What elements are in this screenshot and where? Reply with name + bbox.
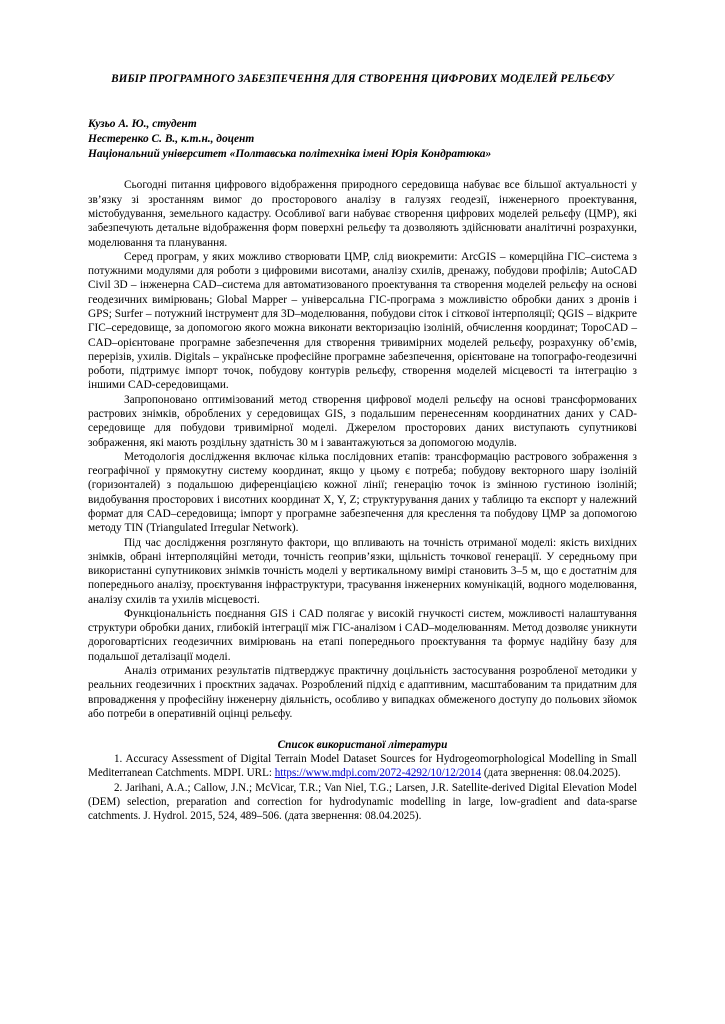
body-paragraph-2: Серед програм, у яких можливо створювати ЦМР, слід виокремити: ArcGIS – комерційна ГІС–система з потужними модулями для роботи з цифровими висотами, аналізу схилів, дренажу, побудови профілів; AutoCAD Civil 3D – інженерна CAD–система для автоматизованого проектування та створення моделей рельєфу на основі геодезичних вимірювань; Global Mapper – універсальна ГІС-програма з можливістю обробки даних з дронів і GPS; Surfer – потужний інструмент для 3D–моделювання, побудови сіток і сіткової інтерполяції; QGIS – відкрите ГІС–середовище, за допомогою якого можна виконати векторизацію ізоліній, обчислення координат; TopoCAD – CAD–орієнтоване програмне забезпечення для створення тривимірних моделей рельєфу, розрахунку об’ємів, перерізів, ухилів. Digitals – українське професійне програмне забезпечення, орієнтоване на топографо-геодезичні роботи, підтримує імпорт точок, побудову контурів рельєфу, створення моделей місцевості та інтеграцію з іншими CAD-середовищами. — [88, 250, 637, 392]
author-line-2: Нестеренко С. В., к.т.н., доцент — [88, 133, 255, 146]
references-heading: Список використаної літератури — [277, 739, 448, 752]
reference-1-text-after: (дата звернення: 08.04.2025). — [481, 767, 621, 780]
page-title: ВИБІР ПРОГРАМНОГО ЗАБЕЗПЕЧЕННЯ ДЛЯ СТВОРЕННЯ ЦИФРОВИХ МОДЕЛЕЙ РЕЛЬЄФУ — [111, 73, 614, 85]
body-paragraph-1: Сьогодні питання цифрового відображення природного середовища набуває все більшої актуальності у зв’язку зі зростанням вимог до просторового аналізу в галузях геодезії, інженерного проектування, містобудування, земельного кадастру. Особливої ваги набуває створення цифрових моделей рельєфу (ЦМР), які забезпечують детальне відображення форм поверхні рельєфу та дозволяють здійснювати аналітичні розрахунки, моделювання та планування. — [88, 179, 637, 249]
body-paragraph-3: Запропоновано оптимізований метод створення цифрової моделі рельєфу на основі трансформованих растрових знімків, оброблених у середовищах GIS, з подальшим перенесенням координатних даних у CAD-середовище для побудови тривимірної моделі. Джерелом просторових даних виступають супутникові зображення, які мають роздільну здатність 30 м і завантажуються за допомогою модулів. — [88, 393, 637, 449]
body-paragraph-7: Аналіз отриманих результатів підтверджує практичну доцільність застосування розробленої методики у реальних геодезичних і проєктних задачах. Розроблений підхід є адаптивним, масштабованим та придатним для впровадження у професійну інженерну діяльність, особливо у випадках обмеженого доступу до польових зйомок або потреби в оперативній оцінці рельєфу. — [88, 665, 637, 720]
body-paragraph-6: Функціональність поєднання GIS і CAD полягає у високій гнучкості систем, можливості налаштування структури обробки даних, глибокій інтеграції між ГІС-аналізом і CAD–моделюванням. Метод дозволяє уникнути дороговартісних геодезичних вимірювань на етапі попереднього проєктування та формує надійну базу для подальшої деталізації моделі. — [88, 607, 637, 663]
reference-1-url-link[interactable]: https://www.mdpi.com/2072-4292/10/12/2014 — [274, 767, 482, 780]
reference-1-text-before: 1. Accuracy Assessment of Digital Terrain Model Dataset Sources for Hydrogeomorphological Modelling in Small Mediterranean Catchments. MDPI. URL: — [88, 753, 637, 780]
affiliation-line: Національний університет «Полтавська політехніка імені Юрія Кондратюка» — [88, 148, 492, 161]
reference-item-2 — [88, 781, 637, 823]
author-block — [88, 117, 637, 162]
body-paragraph-5: Під час дослідження розглянуто фактори, що впливають на точність отриманої моделі: якість вихідних знімків, обрані інтерполяційні методи, точність геоприв’язки, щільність точкової генерації. У середньому при використанні супутникових знімків точність моделі у вертикальному вимірі становить 3–5 м, що є достатнім для попереднього аналізу, проєктування інфраструктури, трасування інженерних комунікацій, водного моделювання, аналізу схилів та ухилів місцевості. — [88, 536, 637, 606]
reference-2-text: 2. Jarihani, A.A.; Callow, J.N.; McVicar, T.R.; Van Niel, T.G.; Larsen, J.R. Satellite-derived Digital Elevation Model (DEM) selection, preparation and correction for hydrodynamic modelling in large, low-gradient and data-sparse catchments. J. Hydrol. 2015, 524, 489–506. (дата звернення: 08.04.2025). — [88, 781, 637, 822]
reference-item-1 — [88, 752, 637, 780]
body-paragraph-4: Методологія дослідження включає кілька послідовних етапів: трансформацію растрового зображення з географічної у прямокутну систему координат, якщо у цьому є потреба; побудову векторного шару ізоліній (горизонталей) з подальшою диференціацією кожної лінії; генерацію точок із змінною густиною ізоліній; видобування просторових і висотних координат X, Y, Z; структурування даних у таблицю та експорт у належний формат для CAD–середовища; імпорт у програмне забезпечення для креслення та побудову ЦМР за допомогою методу TIN (Triangulated Irregular Network). — [88, 450, 637, 535]
author-line-1: Кузьо А. Ю., студент — [88, 118, 197, 130]
